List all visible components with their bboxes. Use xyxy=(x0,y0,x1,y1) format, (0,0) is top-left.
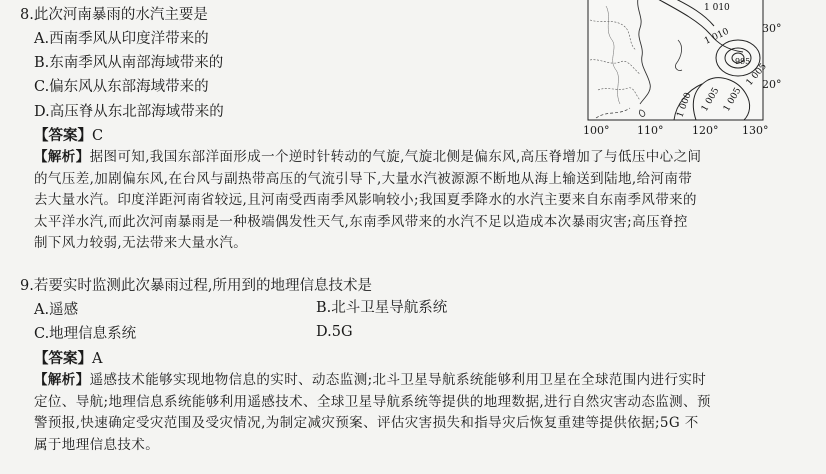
q8-analysis-line: 去大量水汽。印度洋距河南省较远,且河南受西南季风影响较小;我国夏季降水的水汽主要来自东南季风带来的 xyxy=(34,192,697,208)
q8-stem: 8.此次河南暴雨的水汽主要是 xyxy=(20,7,208,23)
lon-label: 100° xyxy=(583,124,610,137)
q9-analysis xyxy=(34,370,711,456)
q9-answer-label: 【答案】 xyxy=(34,351,92,367)
q9-stem: 9.若要实时监测此次暴雨过程,所用到的地理信息技术是 xyxy=(20,278,372,294)
q9-analysis-line: 定位、导航;地理信息系统能够利用遥感技术、全球卫星导航系统等提供的地理数据,进行自然灾害动态监测、预 xyxy=(34,393,711,410)
q9-answer-value: A xyxy=(92,351,103,367)
q8-option-c: C.偏东风从东部海域带来的 xyxy=(34,79,209,95)
q9-option-a: A.遥感 xyxy=(34,302,79,318)
q9-answer xyxy=(34,350,102,368)
lon-label: 110° xyxy=(637,124,664,137)
q8-answer-value: C xyxy=(92,128,104,144)
q8-analysis-line: 制下风力较弱,无法带来大量水汽。 xyxy=(34,235,248,251)
q8-analysis-line: 的气压差,加剧偏东风,在台风与副热带高压的气流引导下,大量水汽被源源不断地从海上输送到陆地,给河南带 xyxy=(34,170,693,187)
q9-option-b: B.北斗卫星导航系统 xyxy=(316,300,448,316)
isobar-label: 1 000 xyxy=(675,91,694,120)
q9-option-d: D.5G xyxy=(316,324,353,340)
lat-label: 20° xyxy=(762,78,782,91)
isobar-label: 1 010 xyxy=(703,26,731,47)
lat-label: 30° xyxy=(762,22,782,35)
q8-answer xyxy=(34,127,103,145)
isobar-label: 1 005 xyxy=(699,86,722,114)
q8-analysis-line: 【解析】据图可知,我国东部洋面形成一个逆时针转动的气旋,气旋北侧是偏东风,高压脊增加了与低压中心之间 xyxy=(34,149,702,165)
weather-map-svg xyxy=(578,0,778,128)
q8-analysis-line: 太平洋水汽,而此次河南暴雨是一种极端偶发性天气,东南季风带来的水汽不足以造成本次暴雨灾害;高压脊控 xyxy=(34,213,688,230)
q9-analysis-line: 【解析】遥感技术能够实现地物信息的实时、动态监测;北斗卫星导航系统能够利用卫星在全球范围内进行实时 xyxy=(34,372,707,388)
q9-option-c: C.地理信息系统 xyxy=(34,326,137,342)
q8-analysis xyxy=(34,147,701,255)
q9-analysis-line: 警预报,快速确定受灾范围及受灾情况,为制定减灾预案、评估灾害损失和指导灾后恢复重建等提供依据;5G 不 xyxy=(34,415,699,431)
q9-analysis-label: 【解析】 xyxy=(34,372,90,388)
isobar-label: 995 xyxy=(735,57,751,66)
q8-answer-label: 【答案】 xyxy=(34,128,92,144)
q8-option-d: D.高压脊从东北部海域带来的 xyxy=(34,104,224,120)
isobar-label: 1 005 xyxy=(744,61,769,88)
lon-label: 120° xyxy=(692,124,719,137)
isobar-label: 1 005 xyxy=(721,86,744,114)
q8-analysis-label: 【解析】 xyxy=(34,149,90,165)
q8-option-b: B.东南季风从南部海域带来的 xyxy=(34,55,224,71)
q9-analysis-line: 属于地理信息技术。 xyxy=(34,436,160,453)
q8-option-a: A.西南季风从印度洋带来的 xyxy=(34,31,209,47)
isobar-label: 1 010 xyxy=(704,3,730,13)
weather-map xyxy=(578,0,778,128)
lon-label: 130° xyxy=(742,124,769,137)
